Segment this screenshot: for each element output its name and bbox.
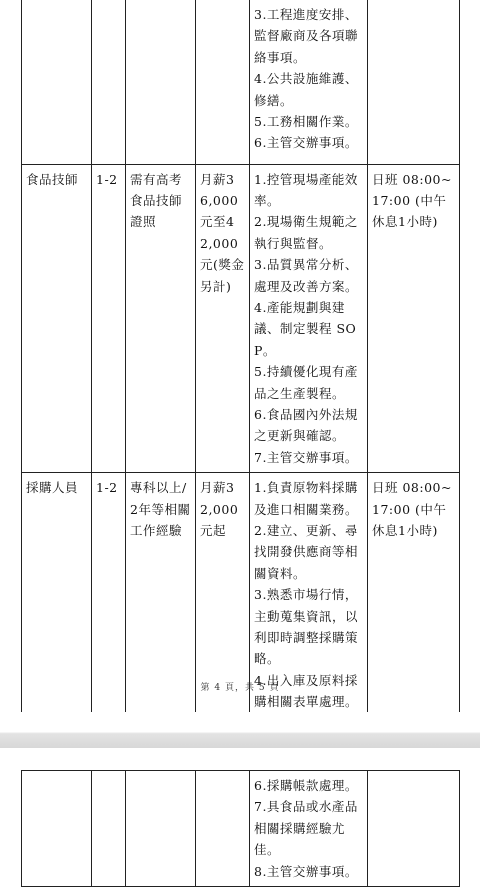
- duty-item: 2.現場衛生規範之執行與監督。: [254, 214, 358, 251]
- table-row: [22, 771, 460, 887]
- duty-item: 5.持續優化現有產品之生產製程。: [254, 364, 358, 401]
- qualification-cell: [126, 0, 196, 164]
- duties-cell: [250, 771, 368, 887]
- duty-item: 8.主管交辦事項。: [254, 863, 358, 879]
- table-row: [22, 0, 460, 164]
- qualification-cell: [126, 771, 196, 887]
- salary: 月薪36,000元至42,000元(獎金另計): [196, 164, 250, 473]
- qualification: 專科以上/2年等相關工作經驗: [126, 473, 196, 760]
- salary-cell: [196, 771, 250, 887]
- salary: 月薪32,000元起: [196, 473, 250, 760]
- duty-item: 3.品質異常分析、處理及改善方案。: [254, 257, 359, 294]
- job-table: [21, 0, 460, 760]
- duty-item: 4.公共設施維護、修繕。: [254, 71, 358, 108]
- duty-item: 3.熟悉市場行情，主動蒐集資訊，以利即時調整採購策略。: [254, 587, 359, 667]
- page-separator: [0, 712, 480, 748]
- hours-cell: [368, 771, 460, 887]
- hours-cell: [368, 0, 460, 164]
- job-title: 採購人員: [22, 473, 92, 760]
- duty-item: 5.工務相關作業。: [254, 114, 358, 130]
- headcount: 1-2: [92, 164, 126, 473]
- duty-item: 7.主管交辦事項。: [254, 449, 358, 465]
- page-footer: 第 4 頁，共 5 頁: [200, 683, 280, 693]
- duty-item: 1.控管現場產能效率。: [254, 171, 358, 208]
- salary-cell: [196, 0, 250, 164]
- duty-item: 2.建立、更新、尋找開發供應商等相關資料。: [254, 523, 359, 581]
- duty-item: 6.主管交辦事項。: [254, 135, 358, 151]
- duty-item: 6.採購帳款處理。: [254, 778, 358, 793]
- count-cell: [92, 771, 126, 887]
- duty-item: 6.食品國內外法規之更新與確認。: [254, 406, 358, 444]
- duty-item: 4.出入庫及原料採購相關表單處理。: [254, 672, 359, 710]
- duty-item: 7.具食品或水產品相關採購經驗尤佳。: [254, 799, 358, 858]
- count-cell: [92, 0, 126, 164]
- duty-item: 3.工程進度安排、監督廠商及各項聯絡事項。: [254, 7, 359, 65]
- duty-item: 1.負責原物料採購及進口相關業務。: [254, 480, 359, 517]
- document-page-5: [0, 748, 480, 879]
- job-table-continued: [21, 770, 460, 887]
- title-cell: [22, 771, 92, 887]
- qualification: 需有高考食品技師證照: [126, 164, 196, 473]
- duties-cell: [250, 164, 368, 473]
- duty-item: 4.產能規劃與建議、制定製程 SOP。: [254, 299, 357, 358]
- working-hours: 日班 08:00~17:00 (中午休息1小時): [368, 473, 460, 760]
- job-title: 食品技師: [22, 164, 92, 473]
- working-hours: 日班 08:00~17:00 (中午休息1小時): [368, 164, 460, 473]
- headcount: 1-2: [92, 473, 126, 760]
- duties-cell: [250, 0, 368, 164]
- title-cell: [22, 0, 92, 164]
- table-row: [22, 164, 460, 473]
